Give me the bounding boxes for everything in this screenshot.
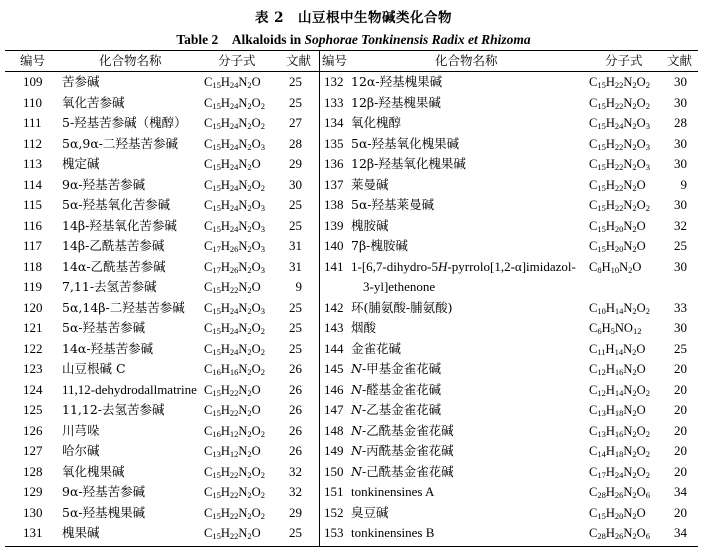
compound-name: 14β-羟基氧化苦参碱 — [62, 217, 177, 233]
compound-name: tonkinensines A — [351, 484, 435, 499]
compound-name: 5α-羟基槐果碱 — [62, 504, 146, 520]
reference-number: 30 — [674, 320, 687, 335]
molecular-formula: $C_{15}H_{24}N_2O_3$ — [204, 218, 265, 234]
molecular-formula: $C_{17}H_{24}N_2O_2$ — [589, 464, 650, 480]
molecular-formula: $C_{15}H_{20}N_2O$ — [589, 239, 646, 254]
compound-id: 114 — [23, 176, 43, 192]
molecular-formula: $C_8H_{10}N_2O$ — [589, 259, 642, 275]
reference-number: 29 — [289, 504, 302, 520]
compound-id: 118 — [23, 258, 43, 274]
molecular-formula: $C_{15}H_{20}N_2O$ — [589, 218, 646, 234]
compound-id: 153 — [324, 525, 344, 540]
reference-number: 27 — [289, 115, 302, 130]
reference-number: 32 — [674, 217, 687, 233]
compound-id: 152 — [324, 504, 344, 520]
compound-name: 7,11-去氢苦参碱 — [62, 279, 157, 294]
compound-name: 哈尔碱 — [62, 443, 100, 458]
compound-name-continued: 3-yl]ethenone — [363, 279, 436, 294]
compound-name: 14α-乙酰基苦参碱 — [62, 258, 166, 274]
molecular-formula: $C_{15}H_{24}N_2O_2$ — [204, 321, 265, 336]
reference-number: 26 — [289, 361, 302, 376]
compound-id: 113 — [23, 156, 43, 171]
molecular-formula: $C_{12}H_{14}N_2O_2$ — [589, 382, 650, 398]
compound-name: 5-羟基苦参碱（槐醇） — [62, 115, 187, 130]
compound-id: 115 — [23, 197, 43, 212]
molecular-formula: $C_{15}H_{24}N_2O_2$ — [204, 177, 265, 193]
reference-number: 20 — [674, 402, 687, 417]
molecular-formula: $C_{15}H_{22}N_2O_2$ — [589, 95, 650, 111]
molecular-formula: $C_{15}H_{22}N_2O_2$ — [204, 464, 265, 480]
molecular-formula: $C_{15}H_{24}N_2O_3$ — [204, 300, 265, 316]
molecular-formula: $C_{15}H_{22}N_2O$ — [204, 526, 261, 541]
compound-id: 132 — [324, 74, 344, 89]
compound-name: 9α-羟基苦参碱 — [62, 176, 146, 192]
compound-name: 1-[6,7-dihydro-5H-pyrrolo[1,2-α]imidazol- — [351, 258, 576, 274]
compound-name: 槐果碱 — [62, 525, 100, 540]
molecular-formula: $C_{15}H_{22}N_2O$ — [204, 403, 261, 418]
molecular-formula: $C_{15}H_{24}N_2O_3$ — [204, 136, 265, 152]
reference-number: 20 — [674, 463, 687, 479]
reference-number: 30 — [674, 197, 687, 212]
compound-id: 146 — [324, 381, 344, 397]
reference-number: 26 — [289, 402, 302, 417]
table-title-en-prefix: Table 2 Alkaloids in — [176, 32, 305, 47]
molecular-formula: $C_{10}H_{14}N_2O_2$ — [589, 300, 650, 316]
molecular-formula: $C_{15}H_{22}N_2O_2$ — [204, 505, 265, 521]
compound-name: 氧化苦参碱 — [62, 94, 125, 110]
table-title-en — [0, 28, 707, 48]
reference-number: 25 — [289, 217, 302, 233]
compound-id: 147 — [324, 402, 344, 417]
compound-name: N-乙酰基金雀花碱 — [351, 422, 454, 438]
molecular-formula: $C_{17}H_{26}N_2O_3$ — [204, 259, 265, 275]
molecular-formula: $C_{15}H_{24}N_2O$ — [204, 157, 261, 172]
compound-name: 槐定碱 — [62, 156, 100, 171]
compound-id: 141 — [324, 258, 344, 274]
reference-number: 33 — [674, 299, 687, 315]
compound-name: 5α,9α-二羟基苦参碱 — [62, 135, 178, 151]
column-divider — [319, 50, 320, 547]
reference-number: 26 — [289, 381, 302, 397]
compound-name: 川芎哚 — [62, 422, 100, 438]
compound-id: 122 — [23, 340, 43, 356]
compound-id: 129 — [23, 484, 43, 499]
reference-number: 20 — [674, 381, 687, 397]
reference-number: 25 — [289, 299, 302, 315]
compound-name: N-醛基金雀花碱 — [351, 381, 442, 397]
compound-name: N-己酰基金雀花碱 — [351, 463, 454, 479]
header-left-formula: 分子式 — [218, 53, 256, 68]
reference-number: 34 — [674, 484, 687, 499]
compound-name: 槐胺碱 — [351, 217, 389, 233]
compound-id: 121 — [23, 320, 43, 335]
reference-number: 26 — [289, 422, 302, 438]
molecular-formula: $C_{14}H_{18}N_2O_2$ — [589, 444, 650, 459]
compound-name: 14α-羟基苦参碱 — [62, 340, 154, 356]
compound-name: 5α-羟基氧化槐果碱 — [351, 135, 460, 151]
reference-number: 32 — [289, 484, 302, 499]
molecular-formula: $C_{15}H_{24}N_2O_3$ — [589, 116, 650, 131]
molecular-formula: $C_{15}H_{24}N_2O_2$ — [204, 95, 265, 111]
compound-id: 126 — [23, 422, 43, 438]
reference-number: 30 — [674, 74, 687, 89]
compound-id: 131 — [23, 525, 43, 540]
molecular-formula: $C_{13}H_{12}N_2O$ — [204, 444, 261, 459]
molecular-formula: $C_{15}H_{20}N_2O$ — [589, 505, 646, 521]
compound-id: 145 — [324, 361, 344, 376]
molecular-formula: $C_{28}H_{26}N_2O_6$ — [589, 526, 650, 541]
compound-name: 氧化槐果碱 — [62, 463, 125, 479]
table-title-cn: 表 2 山豆根中生物碱类化合物 — [254, 10, 453, 26]
reference-number: 28 — [674, 115, 687, 130]
header-right-formula: 分子式 — [605, 53, 643, 68]
compound-id: 116 — [23, 217, 43, 233]
molecular-formula: $C_{15}H_{22}N_2O$ — [204, 280, 261, 295]
compound-id: 109 — [23, 74, 43, 89]
compound-name: 5α-羟基氧化苦参碱 — [62, 197, 171, 212]
molecular-formula: $C_{15}H_{24}N_2O_2$ — [204, 341, 265, 357]
compound-name: 烟酸 — [351, 320, 377, 335]
compound-name: 11,12-去氢苦参碱 — [62, 402, 165, 417]
table-title-en-italic: Sophorae Tonkinensis Radix et Rhizoma — [304, 32, 531, 47]
compound-id: 140 — [324, 238, 344, 253]
compound-id: 138 — [324, 197, 344, 212]
compound-id: 149 — [324, 443, 344, 458]
compound-id: 133 — [324, 94, 344, 110]
molecular-formula: $C_{13}H_{18}N_2O$ — [589, 403, 646, 418]
compound-id: 111 — [23, 115, 42, 130]
compound-id: 120 — [23, 299, 43, 315]
molecular-formula: $C_6H_5NO_{12}$ — [589, 321, 642, 336]
reference-number: 20 — [674, 361, 687, 376]
compound-id: 123 — [23, 361, 43, 376]
header-right-ref: 文献 — [667, 53, 693, 68]
compound-name: 12β-羟基槐果碱 — [351, 94, 441, 110]
molecular-formula: $C_{16}H_{12}N_2O_2$ — [204, 423, 265, 439]
compound-id: 128 — [23, 463, 43, 479]
molecular-formula: $C_{28}H_{26}N_2O_6$ — [589, 485, 650, 500]
compound-id: 117 — [23, 238, 43, 253]
header-right-id: 编号 — [322, 53, 348, 68]
molecular-formula: $C_{15}H_{24}N_2O$ — [204, 75, 261, 90]
compound-id: 144 — [324, 340, 344, 356]
compound-name: 环(脯氨酸-脯氨酸) — [351, 299, 453, 315]
reference-number: 25 — [289, 320, 302, 335]
table-bottom-rule — [5, 546, 698, 547]
header-left-ref: 文献 — [286, 53, 312, 68]
compound-id: 125 — [23, 402, 43, 417]
reference-number: 20 — [674, 422, 687, 438]
reference-number: 31 — [289, 258, 302, 274]
reference-number: 32 — [289, 463, 302, 479]
molecular-formula: $C_{12}H_{16}N_2O$ — [589, 362, 646, 377]
compound-name: 苦参碱 — [62, 74, 100, 89]
molecular-formula: $C_{15}H_{22}N_2O$ — [589, 177, 646, 193]
reference-number: 30 — [674, 94, 687, 110]
compound-name: 12α-羟基槐果碱 — [351, 74, 443, 89]
header-right-name: 化合物名称 — [435, 53, 498, 68]
reference-number: 30 — [674, 258, 687, 274]
molecular-formula: $C_{15}H_{22}N_2O_2$ — [204, 485, 265, 500]
reference-number: 20 — [674, 443, 687, 458]
compound-name: 5α-羟基莱曼碱 — [351, 197, 435, 212]
compound-id: 127 — [23, 443, 43, 458]
reference-number: 25 — [289, 94, 302, 110]
compound-name: 11,12-dehydrodallmatrine — [62, 381, 197, 397]
molecular-formula: $C_{15}H_{24}N_2O_3$ — [204, 198, 265, 213]
table-header-rule — [5, 71, 698, 72]
molecular-formula: $C_{15}H_{22}N_2O_2$ — [589, 75, 650, 90]
compound-id: 139 — [324, 217, 344, 233]
compound-name: 5α,14β-二羟基苦参碱 — [62, 299, 185, 315]
compound-name: 山豆根碱 C — [62, 361, 126, 376]
molecular-formula: $C_{13}H_{16}N_2O_2$ — [589, 423, 650, 439]
reference-number: 28 — [289, 135, 302, 151]
compound-name: 9α-羟基苦参碱 — [62, 484, 146, 499]
molecular-formula: $C_{15}H_{24}N_2O_2$ — [204, 116, 265, 131]
reference-number: 20 — [674, 504, 687, 520]
molecular-formula: $C_{11}H_{14}N_2O$ — [589, 341, 646, 357]
molecular-formula: $C_{17}H_{26}N_2O_3$ — [204, 239, 265, 254]
reference-number: 25 — [674, 340, 687, 356]
compound-id: 134 — [324, 115, 344, 130]
compound-id: 119 — [23, 279, 43, 294]
compound-id: 151 — [324, 484, 344, 499]
compound-name: 5α-羟基苦参碱 — [62, 320, 146, 335]
reference-number: 30 — [674, 135, 687, 151]
reference-number: 30 — [674, 156, 687, 171]
compound-name: 臭豆碱 — [351, 504, 389, 520]
molecular-formula: $C_{15}H_{22}N_2O$ — [204, 382, 261, 398]
compound-name: N-丙酰基金雀花碱 — [351, 443, 454, 458]
compound-name: tonkinensines B — [351, 525, 435, 540]
compound-name: 14β-乙酰基苦参碱 — [62, 238, 165, 253]
compound-id: 148 — [324, 422, 344, 438]
header-left-id: 编号 — [20, 53, 46, 68]
compound-name: N-乙基金雀花碱 — [351, 402, 442, 417]
compound-name: 7β-槐胺碱 — [351, 238, 408, 253]
reference-number: 9 — [295, 279, 302, 294]
compound-id: 110 — [23, 94, 43, 110]
compound-name: 金雀花碱 — [351, 340, 402, 356]
compound-id: 136 — [324, 156, 344, 171]
compound-id: 142 — [324, 299, 344, 315]
reference-number: 25 — [674, 238, 687, 253]
compound-name: N-甲基金雀花碱 — [351, 361, 442, 376]
reference-number: 34 — [674, 525, 687, 540]
reference-number: 9 — [680, 176, 687, 192]
reference-number: 29 — [289, 156, 302, 171]
compound-id: 143 — [324, 320, 344, 335]
compound-id: 112 — [23, 135, 43, 151]
molecular-formula: $C_{16}H_{16}N_2O_2$ — [204, 362, 265, 377]
compound-name: 12β-羟基氧化槐果碱 — [351, 156, 466, 171]
reference-number: 31 — [289, 238, 302, 253]
reference-number: 30 — [289, 176, 302, 192]
reference-number: 26 — [289, 443, 302, 458]
reference-number: 25 — [289, 74, 302, 89]
reference-number: 25 — [289, 525, 302, 540]
reference-number: 25 — [289, 340, 302, 356]
compound-id: 137 — [324, 176, 344, 192]
compound-name: 莱曼碱 — [351, 176, 389, 192]
compound-id: 130 — [23, 504, 43, 520]
molecular-formula: $C_{15}H_{22}N_2O_3$ — [589, 157, 650, 172]
reference-number: 25 — [289, 197, 302, 212]
compound-id: 150 — [324, 463, 344, 479]
compound-name: 氧化槐醇 — [351, 115, 402, 130]
molecular-formula: $C_{15}H_{22}N_2O_3$ — [589, 136, 650, 152]
molecular-formula: $C_{15}H_{22}N_2O_2$ — [589, 198, 650, 213]
header-left-name: 化合物名称 — [99, 53, 162, 68]
compound-id: 135 — [324, 135, 344, 151]
compound-id: 124 — [23, 381, 43, 397]
